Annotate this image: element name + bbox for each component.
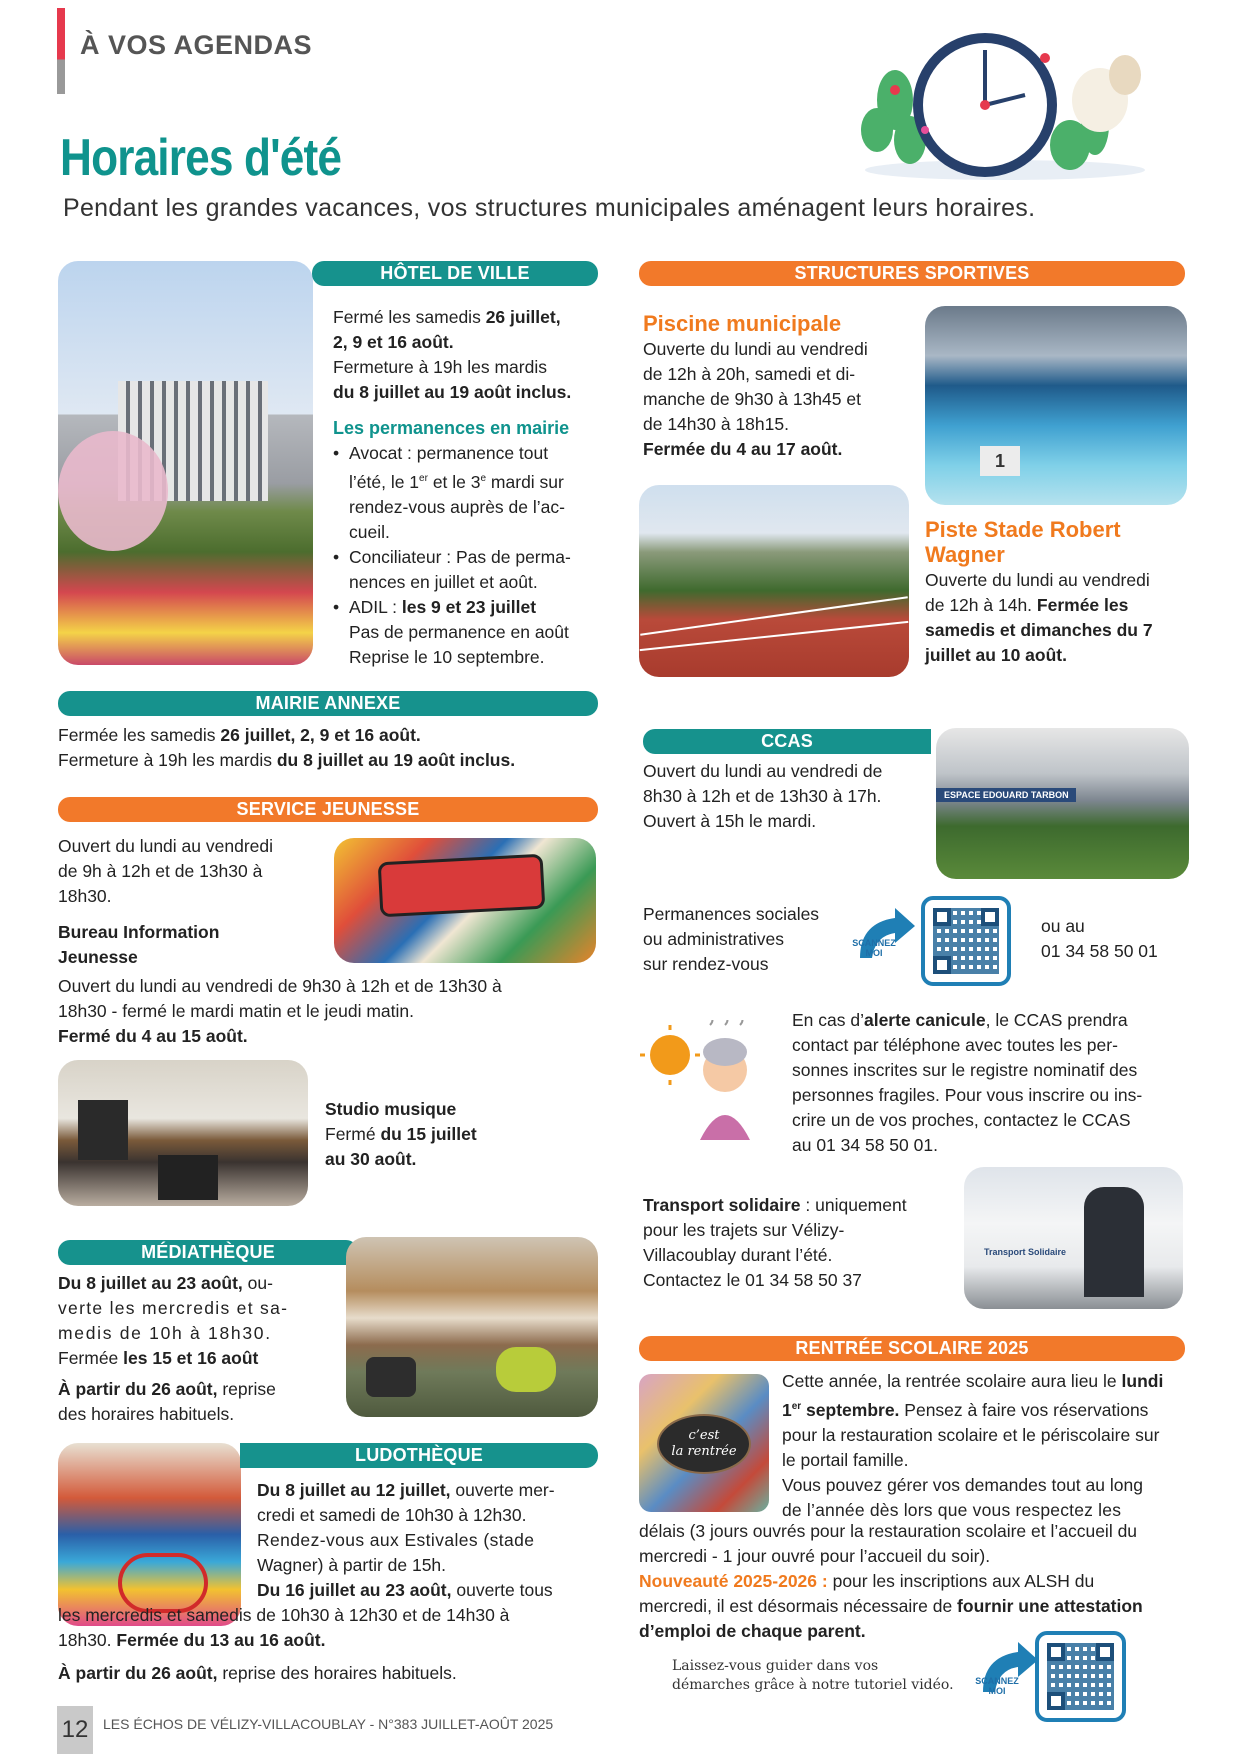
ccas-phone: ou au 01 34 58 50 01 [1041, 916, 1158, 961]
piste-photo [639, 485, 909, 677]
bij-text: Ouvert du lundi au vendredi de 9h30 à 12h et de 13h30 à 18h30 - fermé le mardi matin et le jeudi matin. Fermé du 4 au 15 août. [58, 976, 502, 1046]
page-subtitle: Pendant les grandes vacances, vos structures municipales aménagent leurs horaires. [63, 194, 1036, 222]
studio-musique-photo [58, 1060, 308, 1206]
ccas-banner: CCAS [643, 729, 931, 754]
section-accent-bar [57, 8, 65, 94]
scan-label-2: SCANNEZ MOI [975, 1676, 1019, 1696]
rentree-banner: RENTRÉE SCOLAIRE 2025 [639, 1336, 1185, 1361]
ludotheque-banner: LUDOTHÈQUE [240, 1443, 598, 1468]
piscine-photo [925, 306, 1187, 505]
permanences-title: Les permanences en mairie [333, 418, 570, 438]
ccas-text: Ouvert du lundi au vendredi de 8h30 à 12h et de 13h30 à 17h. Ouvert à 15h le mardi. [643, 761, 883, 831]
clock-illustration [855, 20, 1155, 180]
service-jeunesse-graffiti-photo [334, 838, 596, 963]
page-title: Horaires d'été [60, 129, 342, 187]
rentree-text-bottom: délais (3 jours ouvrés pour la restauration scolaire et l’accueil du mercredi - 1 jour ouvré pour l’accueil du soir). Nouveauté 2025-2026 : pour les inscriptions aux ALSH du mercredi, il est désormais nécessaire de fournir une attestation d’emploi de chaque parent. [639, 1521, 1143, 1641]
service-jeunesse-text: Ouvert du lundi au vendredi de 9h à 12h et de 13h30 à 18h30. Bureau Information Jeunesse [58, 836, 273, 967]
studio-musique-text: Studio musique Fermé du 15 juillet au 30 août. [325, 1099, 477, 1169]
lane-block: 1 [980, 446, 1020, 476]
heatwave-illustration [640, 1020, 770, 1140]
hotel-de-ville-banner: HÔTEL DE VILLE [312, 261, 598, 286]
canicule-text: En cas d’alerte canicule, le CCAS prendra contact par téléphone avec toutes les per- sonnes inscrites sur le registre nominatif des personnes fragiles. Pour vous inscrire ou ins- crire un de vos proches, contactez le CCAS au 01 34 58 50 01. [792, 1010, 1143, 1155]
transport-text: Transport solidaire : uniquement pour les trajets sur Vélizy- Villacoublay durant l’été. Contactez le 01 34 58 50 37 [643, 1195, 907, 1290]
section-label: À VOS AGENDAS [80, 30, 313, 60]
ccas-sign: ESPACE EDOUARD TARBON [936, 788, 1076, 802]
piste-title: Piste Stade Robert Wagner [925, 517, 1121, 567]
ludotheque-photo [58, 1443, 241, 1626]
ccas-qr-code[interactable] [921, 896, 1011, 986]
mairie-annexe-text: Fermée les samedis 26 juillet, 2, 9 et 16 août. Fermeture à 19h les mardis du 8 juillet au 19 août inclus. [58, 725, 516, 770]
structures-sportives-banner: STRUCTURES SPORTIVES [639, 261, 1185, 286]
rentree-sign-2: la rentrée [671, 1444, 737, 1459]
van-label: Transport Solidaire [984, 1247, 1067, 1257]
ludotheque-text-bottom: les mercredis et samedis de 10h30 à 12h30 et de 14h30 à 18h30. Fermée du 13 au 16 août. À partir du 26 août, reprise des horaires habituels. [58, 1605, 510, 1683]
rentree-qr-code[interactable] [1035, 1631, 1126, 1722]
rentree-photo [639, 1374, 769, 1512]
mairie-annexe-banner: MAIRIE ANNEXE [58, 691, 598, 716]
hotel-de-ville-text: Fermé les samedis 26 juillet, 2, 9 et 16 août. Fermeture à 19h les mardis du 8 juillet au 19 août inclus. Les permanences en mairie • Avocat : permanence tout l’été, le 1er et le 3e mardi sur rendez-vous auprès de l’ac- cueil. • Conciliateur : Pas de perma- nences en juillet et août. • ADIL : les 9 et 23 juillet Pas de permanence en août Reprise le 10 septembre. [333, 305, 601, 670]
footer-text: LES ÉCHOS DE VÉLIZY-VILLACOUBLAY - N°383 JUILLET-AOÛT 2025 [103, 1716, 554, 1732]
ludotheque-text-top: Du 8 juillet au 12 juillet, ouverte mer- credi et samedi de 10h30 à 12h30. Rendez-vous aux Estivales (stade Wagner) à partir de 15h. Du 16 juillet au 23 août, ouverte tous [257, 1480, 555, 1600]
tutorial-text: Laissez-vous guider dans vos démarches grâce à notre tutoriel vidéo. [672, 1658, 954, 1693]
mediatheque-photo [346, 1237, 598, 1417]
mediatheque-banner: MÉDIATHÈQUE [58, 1240, 358, 1265]
hotel-de-ville-photo [58, 261, 313, 665]
mediatheque-text: Du 8 juillet au 23 août, ou- verte les mercredis et sa- medis de 10h à 18h30. Fermée les 15 et 16 août À partir du 26 août, reprise des horaires habituels. [58, 1273, 289, 1424]
transport-van-photo [964, 1167, 1183, 1309]
permanences-sociales-text: Permanences sociales ou administratives sur rendez-vous [643, 904, 820, 974]
rentree-text-top: Cette année, la rentrée scolaire aura lieu le lundi 1er septembre. Pensez à faire vos réservations pour la restauration scolaire et le périscolaire sur le portail famille. Vous pouvez gérer vos demandes tout au long de l’année dès lors que vous respectez les [782, 1371, 1164, 1520]
piste-text: Ouverte du lundi au vendredi de 12h à 14h. Fermée les samedis et dimanches du 7 juillet au 10 août. [925, 570, 1153, 665]
ccas-photo [936, 728, 1189, 879]
scan-label: SCANNEZ MOI [852, 938, 896, 958]
page-number: 12 [61, 1716, 89, 1743]
rentree-sign-1: c’est [688, 1428, 720, 1443]
piscine-title: Piscine municipale [643, 311, 842, 336]
piscine-text: Ouverte du lundi au vendredi de 12h à 20h, samedi et di- manche de 9h30 à 13h45 et de 14h30 à 18h15. Fermée du 4 au 17 août. [643, 339, 868, 459]
service-jeunesse-banner: SERVICE JEUNESSE [58, 797, 598, 822]
